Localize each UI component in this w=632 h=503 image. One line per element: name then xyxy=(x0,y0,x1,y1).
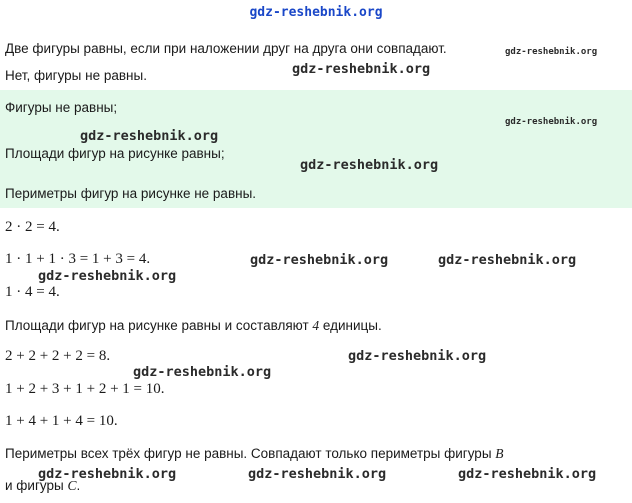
watermark-overlay-12: gdz-reshebnik.org xyxy=(248,466,387,482)
text-line-6-part1: Площади фигур на рисунке равны и составляют xyxy=(5,318,313,333)
watermark-overlay-2: gdz-reshebnik.org xyxy=(292,61,431,77)
watermark-overlay-10: gdz-reshebnik.org xyxy=(133,364,272,380)
text-line-8-part1: и фигуры xyxy=(5,478,68,493)
watermark-overlay-5: gdz-reshebnik.org xyxy=(300,157,439,173)
watermark-overlay-11: gdz-reshebnik.org xyxy=(38,466,177,482)
value-four: 4 xyxy=(312,318,320,333)
math-line-1: 2 · 2 = 4. xyxy=(5,219,60,235)
text-line-4: Площади фигур на рисунке равны; xyxy=(5,146,225,161)
math-line-2: 1 · 1 + 1 · 3 = 1 + 3 = 4. xyxy=(5,251,151,267)
watermark-top: gdz-reshebnik.org xyxy=(249,5,383,20)
watermark-overlay-8: gdz-reshebnik.org xyxy=(38,268,177,284)
watermark-overlay-3: gdz-reshebnik.org xyxy=(505,117,598,127)
watermark-overlay-4: gdz-reshebnik.org xyxy=(80,128,219,144)
text-line-6-part2: единицы. xyxy=(319,318,382,333)
text-line-8-part2: . xyxy=(76,478,81,493)
watermark-overlay-9: gdz-reshebnik.org xyxy=(348,348,487,364)
watermark-overlay-1: gdz-reshebnik.org xyxy=(505,47,598,57)
figure-label-b: B xyxy=(495,446,504,461)
math-line-3: 1 · 4 = 4. xyxy=(5,284,60,300)
math-line-4: 2 + 2 + 2 + 2 = 8. xyxy=(5,348,111,364)
watermark-overlay-7: gdz-reshebnik.org xyxy=(438,252,577,268)
watermark-overlay-6: gdz-reshebnik.org xyxy=(250,252,389,268)
figure-label-c: C xyxy=(67,478,77,493)
text-line-6 xyxy=(5,318,382,334)
math-line-5: 1 + 2 + 3 + 1 + 2 + 1 = 10. xyxy=(5,381,165,397)
text-line-2: Нет, фигуры не равны. xyxy=(5,68,147,83)
text-line-5: Периметры фигур на рисунке не равны. xyxy=(5,186,257,201)
text-line-1: Две фигуры равны, если при наложении друг на друга они совпадают. xyxy=(5,41,447,56)
text-line-7-part1: Периметры всех трёх фигур не равны. Совпадают только периметры фигуры xyxy=(5,446,496,461)
watermark-overlay-13: gdz-reshebnik.org xyxy=(458,466,597,482)
text-line-7 xyxy=(5,446,504,462)
text-line-3: Фигуры не равны; xyxy=(5,100,118,115)
math-line-6: 1 + 4 + 1 + 4 = 10. xyxy=(5,413,118,429)
